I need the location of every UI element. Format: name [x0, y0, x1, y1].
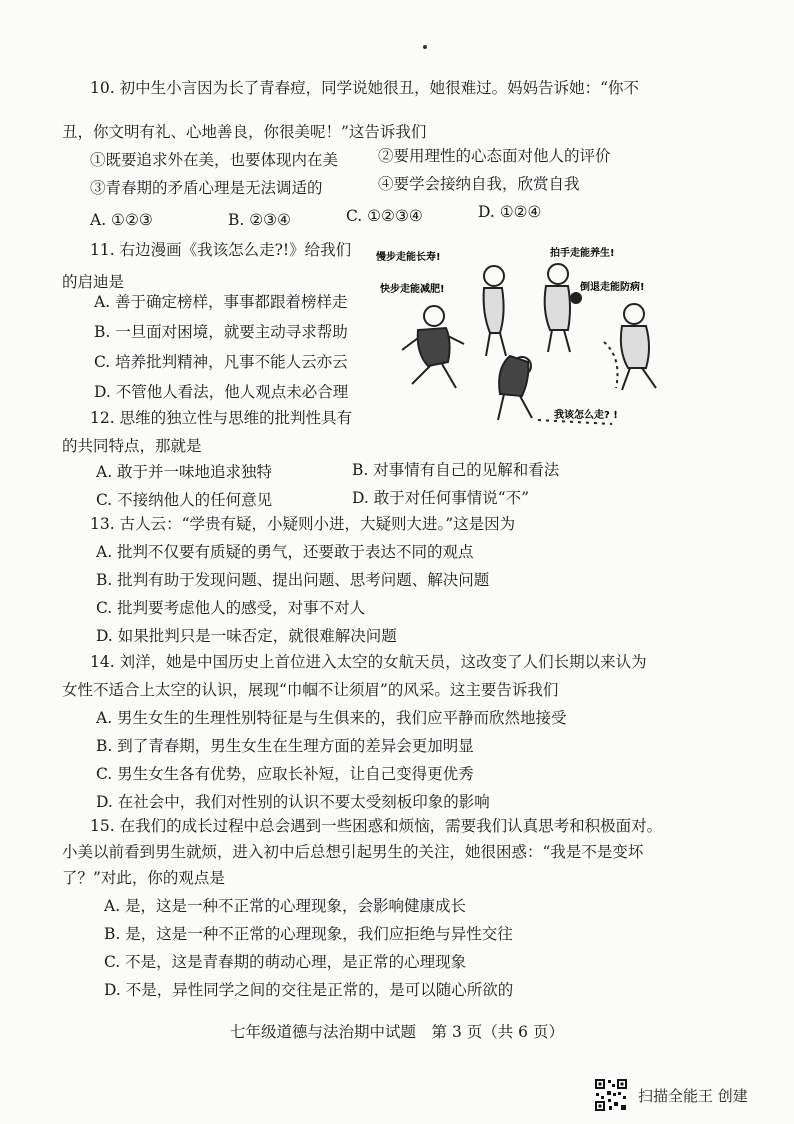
q11-option-c: C. 培养批判精神，凡事不能人云亦云	[94, 353, 348, 371]
qr-code-icon	[594, 1078, 628, 1112]
q11-option-a: A. 善于确定榜样，事事都跟着榜样走	[94, 293, 348, 311]
cartoon-illustration	[372, 238, 692, 438]
q13-option-a: A. 批判不仅要有质疑的勇气，还要敢于表达不同的观点	[96, 543, 474, 561]
q15-option-b: B. 是，这是一种不正常的心理现象，我们应拒绝与异性交往	[104, 925, 513, 943]
q14-stem-line-2: 女性不适合上太空的认识，展现“巾帼不让须眉”的风采。这主要告诉我们	[62, 681, 559, 699]
q12-option-d: D. 敢于对任何事情说“不”	[352, 489, 530, 507]
q14-stem-line-1: 14. 刘洋，她是中国历史上首位进入太空的女航天员，这改变了人们长期以来认为	[90, 653, 647, 671]
q13-stem: 13. 古人云：“学贵有疑，小疑则小进，大疑则大进。”这是因为	[90, 515, 516, 533]
q11-option-d: D. 不管他人看法，他人观点未必合理	[94, 383, 349, 401]
q12-option-b: B. 对事情有自己的见解和看法	[352, 461, 560, 479]
q10-option-c: C. ①②③④	[346, 207, 423, 225]
q10-option-a: A. ①②③	[90, 211, 153, 229]
cartoon-figure-backward-walker	[604, 304, 656, 390]
q10-item-1: ①既要追求外在美，也要体现内在美	[90, 151, 339, 169]
q15-option-c: C. 不是，这是青春期的萌动心理，是正常的心理现象	[104, 953, 467, 971]
q15-option-a: A. 是，这是一种不正常的心理现象，会影响健康成长	[104, 897, 467, 915]
cartoon-bubble-4: 倒退走能防病!	[580, 282, 645, 293]
q10-item-3: ③青春期的矛盾心理是无法调适的	[90, 179, 323, 197]
scanner-watermark	[594, 1075, 790, 1115]
q10-option-d: D. ①②④	[478, 203, 542, 221]
q13-option-b: B. 批判有助于发现问题、提出问题、思考问题、解决问题	[96, 571, 490, 589]
q14-option-c: C. 男生女生各有优势，应取长补短，让自己变得更优秀	[96, 765, 474, 783]
q12-option-c: C. 不接纳他人的任何意见	[96, 491, 273, 509]
q13-option-d: D. 如果批判只是一味否定，就很难解决问题	[96, 627, 397, 645]
q14-option-d: D. 在社会中，我们对性别的认识不要太受刻板印象的影响	[96, 793, 490, 811]
q14-option-b: B. 到了青春期，男生女生在生理方面的差异会更加明显	[96, 737, 474, 755]
q11-stem-line-1: 11. 右边漫画《我该怎么走?!》给我们	[90, 241, 352, 259]
q12-stem-line-1: 12. 思维的独立性与思维的批判性具有	[90, 409, 353, 427]
cartoon-bubble-1: 慢步走能长寿!	[376, 252, 441, 263]
q11-stem-line-2: 的启迪是	[62, 273, 125, 291]
q10-option-b: B. ②③④	[228, 211, 291, 229]
q10-stem-line-1: 10. 初中生小言因为长了青春痘，同学说她很丑，她很难过。妈妈告诉她：“你不	[90, 79, 640, 97]
cartoon-figure-fast-walker	[402, 306, 464, 388]
q10-stem-line-2: 丑，你文明有礼、心地善良，你很美呢！”这告诉我们	[62, 123, 427, 141]
scan-speck	[423, 45, 427, 49]
q14-option-a: A. 男生女生的生理性别特征是与生俱来的，我们应平静而欣然地接受	[96, 709, 567, 727]
q15-stem-line-1: 15. 在我们的成长过程中总会遇到一些困惑和烦恼，需要我们认真思考和积极面对。	[90, 817, 663, 835]
cartoon-bubble-5: 我该怎么走? !	[554, 410, 618, 421]
q10-item-2: ②要用理性的心态面对他人的评价	[378, 147, 611, 165]
cartoon-figure-slow-walker	[484, 266, 506, 356]
q13-option-c: C. 批判要考虑他人的感受，对事不对人	[96, 599, 366, 617]
q10-item-4: ④要学会接纳自我，欣赏自我	[378, 175, 580, 193]
cartoon-bubble-2: 快步走能减肥!	[380, 284, 445, 295]
page-footer: 七年级道德与法治期中试题 第 3 页（共 6 页）	[230, 1023, 564, 1041]
q12-stem-line-2: 的共同特点，那就是	[62, 437, 202, 455]
watermark-text: 扫描全能王 创建	[638, 1086, 748, 1105]
cartoon-figure-clapping-walker	[545, 264, 581, 352]
q15-option-d: D. 不是，异性同学之间的交往是正常的，是可以随心所欲的	[104, 981, 514, 999]
q11-option-b: B. 一旦面对困境，就要主动寻求帮助	[94, 323, 348, 341]
q15-stem-line-3: 了？”对此，你的观点是	[62, 869, 225, 887]
q12-option-a: A. 敢于并一味地追求独特	[96, 463, 273, 481]
q15-stem-line-2: 小美以前看到男生就烦，进入初中后总想引起男生的关注，她很困惑：“我是不是变坏	[62, 843, 644, 861]
cartoon-bubble-3: 拍手走能养生!	[550, 248, 615, 259]
